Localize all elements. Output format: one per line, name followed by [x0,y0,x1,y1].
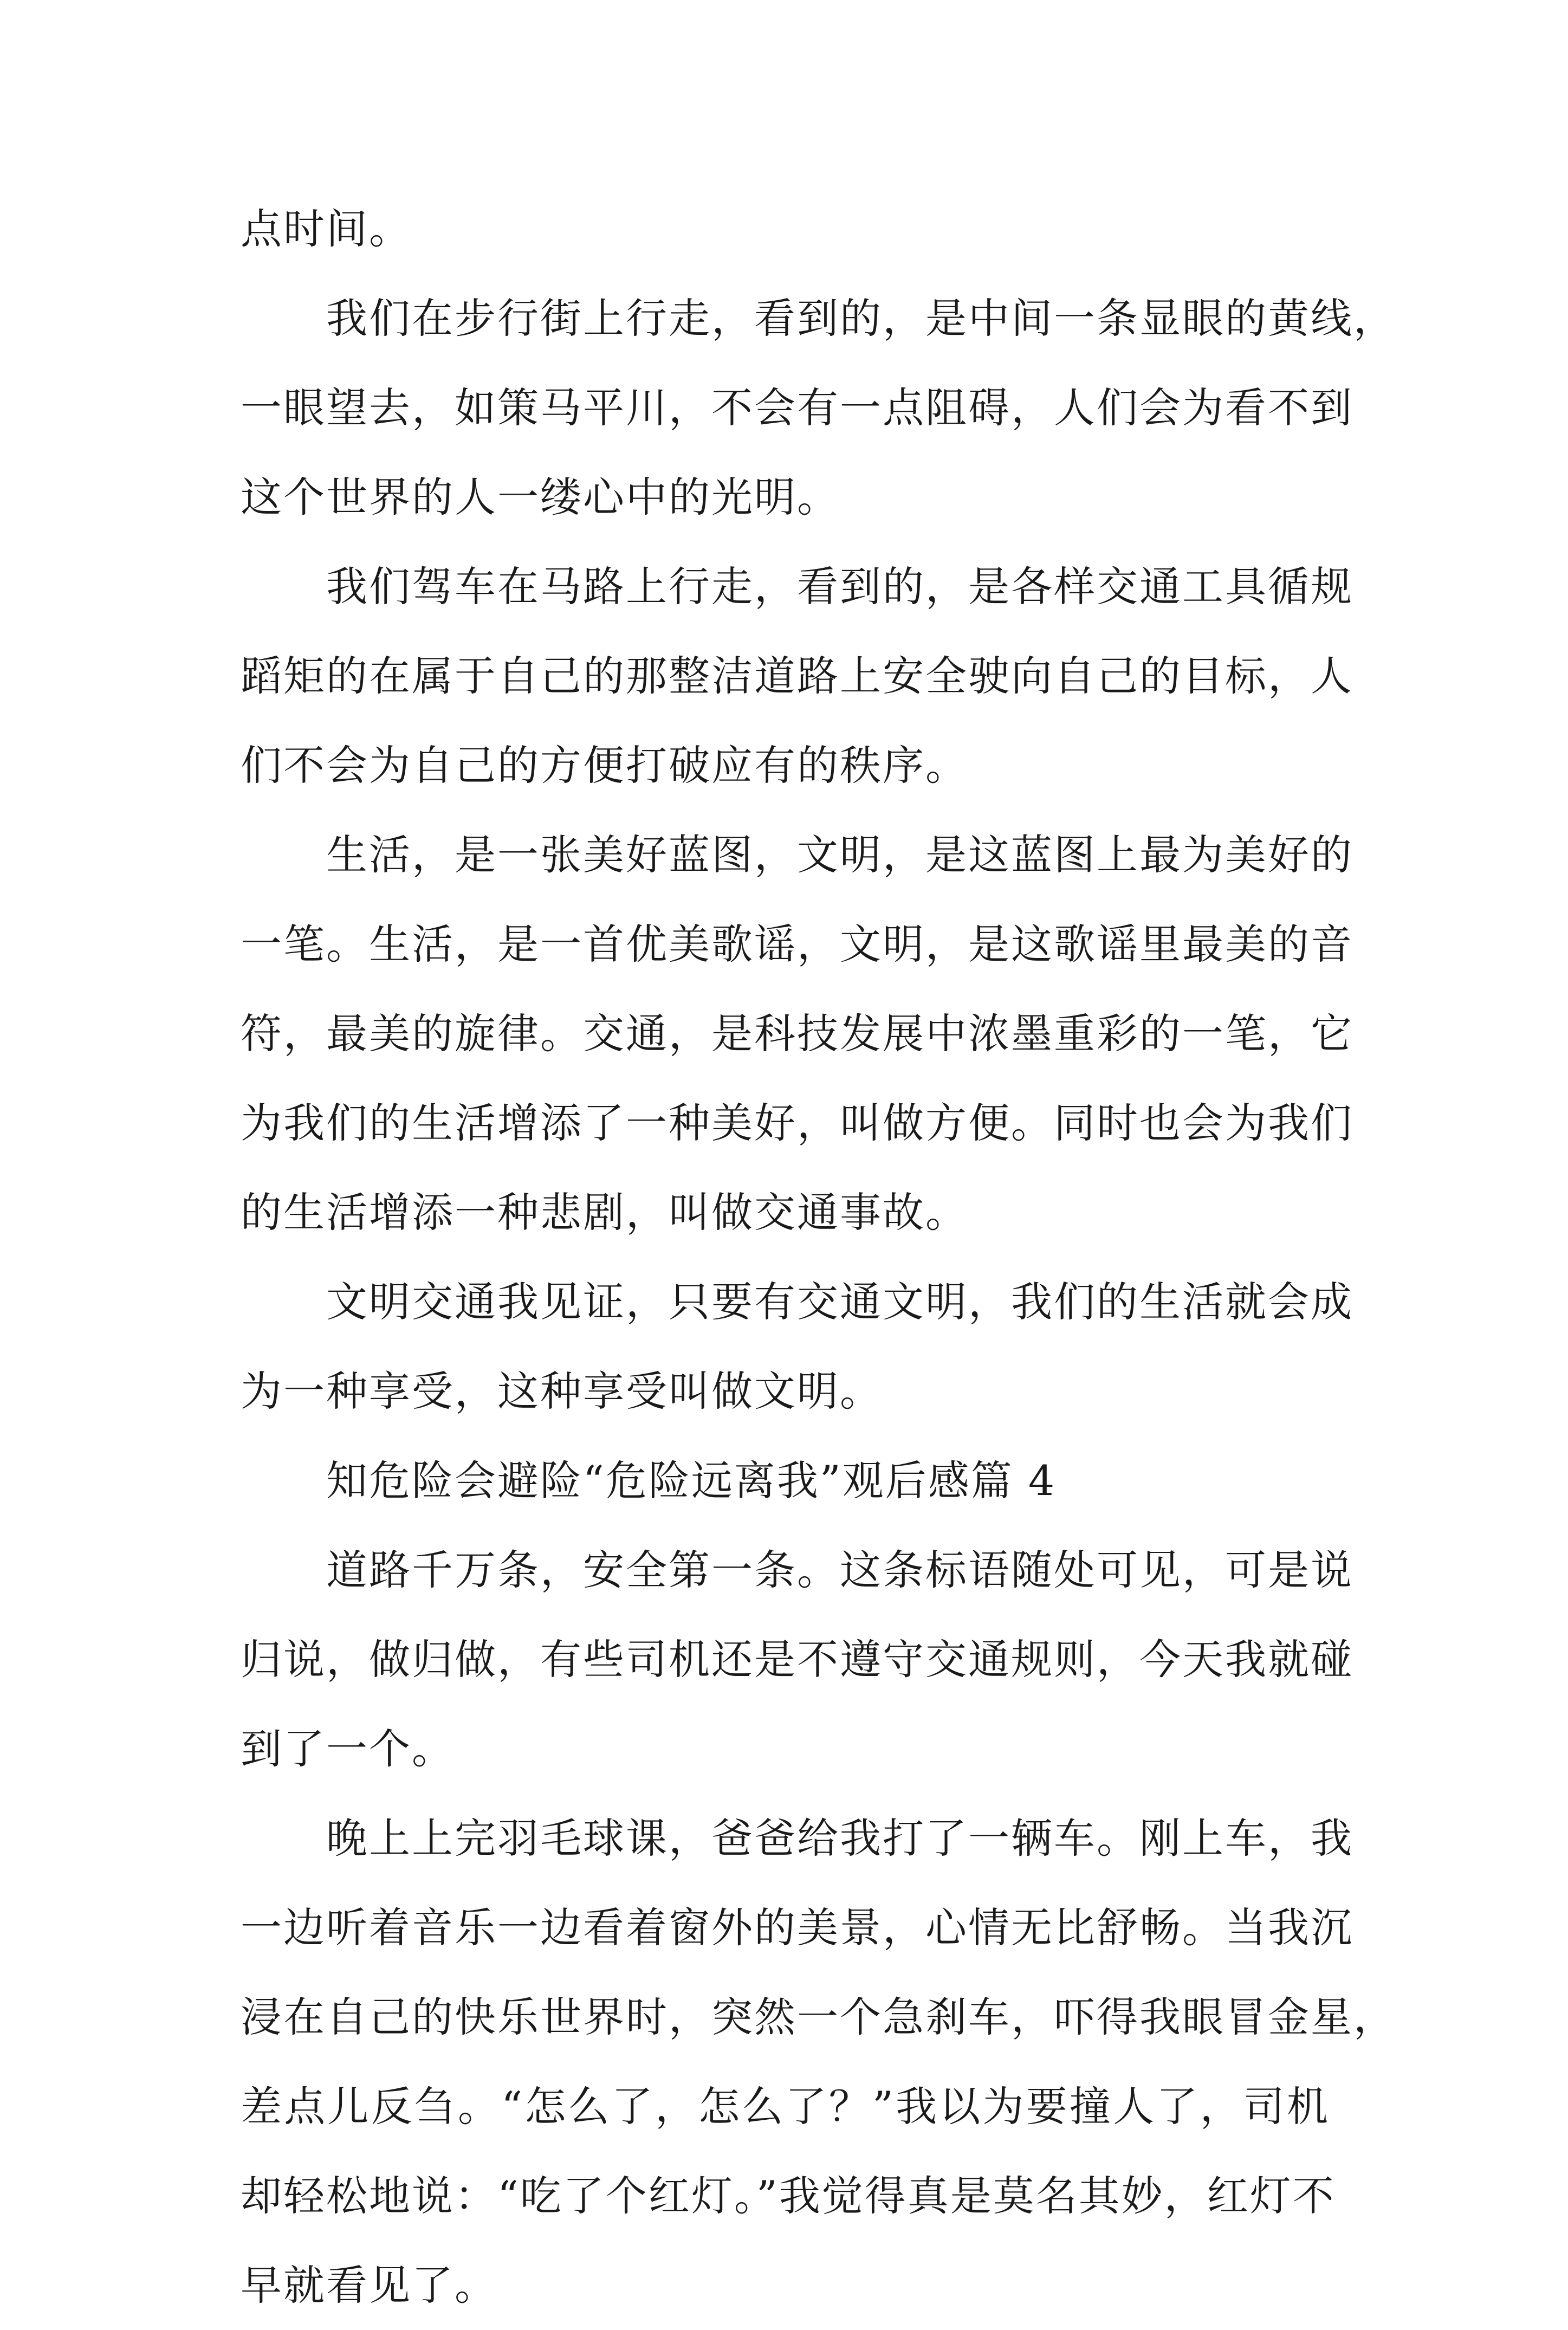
text-line: 文明交通我见证，只要有交通文明，我们的生活就会成 [326,1278,1353,1326]
text-line: 一边听着音乐一边看着窗外的美景，心情无比舒畅。当我沉 [241,1904,1353,1952]
text-line: 符，最美的旋律。交通，是科技发展中浓墨重彩的一笔，它 [241,1009,1353,1058]
text-line: 晚上上完羽毛球课，爸爸给我打了一辆车。刚上车，我 [326,1814,1353,1862]
text-line: 归说，做归做，有些司机还是不遵守交通规则，今天我就碰 [241,1635,1353,1684]
text-line: 到了一个。 [241,1725,455,1773]
text-line: 却轻松地说：“吃了个红灯。”我觉得真是莫名其妙，红灯不 [241,2172,1336,2220]
text-line: 知危险会避险“危险远离我”观后感篇 4 [326,1457,1057,1505]
text-line: 早就看见了。 [241,2261,497,2309]
text-line: 一笔。生活，是一首优美歌谣，文明，是这歌谣里最美的音 [241,920,1353,968]
body-text [241,184,1396,2330]
text-line: 生活，是一张美好蓝图，文明，是这蓝图上最为美好的 [326,831,1353,879]
text-line: 我们驾车在马路上行走，看到的，是各样交通工具循规 [326,562,1353,611]
text-line: 蹈矩的在属于自己的那整洁道路上安全驶向自己的目标，人 [241,652,1353,700]
text-line: 为一种享受，这种享受叫做文明。 [241,1367,883,1415]
text-line: 为我们的生活增添了一种美好，叫做方便。同时也会为我们 [241,1099,1353,1147]
text-line: 这个世界的人一缕心中的光明。 [241,473,840,521]
text-line: 们不会为自己的方便打破应有的秩序。 [241,741,968,789]
text-line: 差点儿反刍。“怎么了，怎么了？”我以为要撞人了，司机 [241,2082,1330,2131]
text-line: 我们在步行街上行走，看到的，是中间一条显眼的黄线， [326,294,1396,342]
text-line: 浸在自己的快乐世界时，突然一个急刹车，吓得我眼冒金星， [241,1993,1396,2041]
text-line: 一眼望去，如策马平川，不会有一点阻碍，人们会为看不到 [241,384,1353,432]
text-line: 道路千万条，安全第一条。这条标语随处可见，可是说 [326,1546,1353,1594]
text-line: 的生活增添一种悲剧，叫做交通事故。 [241,1188,968,1237]
text-line: 点时间。 [241,205,412,253]
